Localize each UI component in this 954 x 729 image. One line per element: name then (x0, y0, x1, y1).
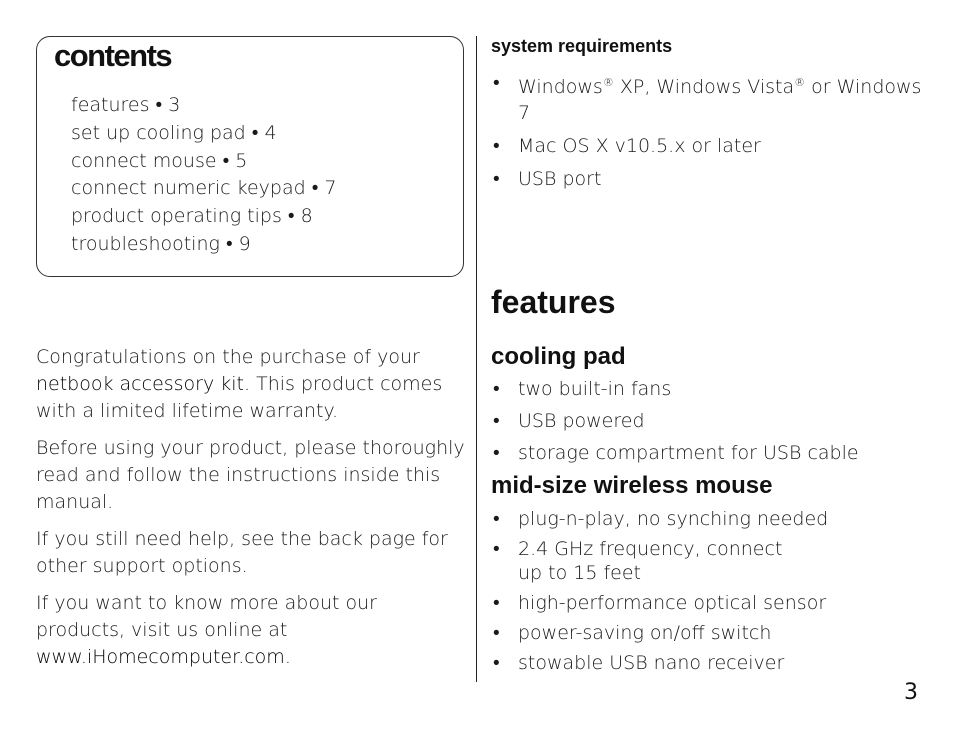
registered-mark: ® (602, 76, 614, 89)
intro-paragraph-instructions: Before using your product, please thoroughly read and follow the instructions inside this manual. (36, 437, 465, 513)
column-divider (476, 36, 477, 682)
list-item: • two built-in fans (491, 378, 931, 401)
list-item: • storage compartment for USB cable (491, 442, 931, 465)
requirement-windows-text-2: XP, Windows Vista (613, 76, 795, 98)
system-requirements-title: system requirements (491, 36, 673, 56)
intro-p4-text-end: . (284, 646, 291, 668)
page-number: 3 (904, 680, 918, 705)
intro-p4-text: If you want to know more about our products, visit us online at (36, 592, 377, 641)
list-item: • power-saving on/off switch (491, 621, 931, 645)
list-item: • USB powered (491, 410, 931, 433)
requirement-windows-text: Windows (518, 76, 603, 98)
mouse-features-list (491, 507, 931, 681)
table-of-contents (71, 92, 336, 259)
features-title: features (491, 284, 616, 320)
contents-title: contents (54, 38, 172, 73)
intro-paragraph-support: If you still need help, see the back page for other support options. (36, 528, 448, 577)
toc-item-features[interactable]: features • 3 (71, 94, 181, 116)
list-item: • stowable USB nano receiver (491, 651, 931, 675)
list-item: • high-performance optical sensor (491, 591, 931, 615)
system-requirements-list (491, 70, 931, 199)
requirement-windows (491, 70, 931, 126)
toc-item-connect-mouse[interactable]: connect mouse • 5 (71, 149, 248, 172)
intro-p1-text: Congratulations on the purchase of your (36, 346, 420, 368)
toc-item-connect-numeric-keypad[interactable]: connect numeric keypad • 7 (71, 177, 337, 200)
product-name: netbook accessory kit. (36, 373, 251, 395)
toc-item-set-up-cooling-pad[interactable]: set up cooling pad • 4 (71, 121, 277, 144)
toc-item-product-operating-tips[interactable]: product operating tips • 8 (71, 205, 313, 228)
list-item-line: 2.4 GHz frequency, connect (518, 538, 783, 560)
intro-paragraph-website (36, 590, 466, 671)
mouse-title: mid-size wireless mouse (491, 472, 773, 499)
intro-section (36, 344, 466, 681)
toc-item-troubleshooting[interactable]: troubleshooting • 9 (71, 232, 251, 255)
intro-p1-text-end: This product comes with a limited lifetime warranty. (36, 373, 443, 422)
list-item (491, 537, 931, 585)
website-link[interactable]: www.iHomecomputer.com (36, 646, 285, 668)
requirement-windows-text-3: or Windows 7 (518, 76, 922, 124)
registered-mark: ® (794, 76, 806, 89)
requirement-mac: • Mac OS X v10.5.x or later (491, 133, 931, 159)
list-item-line: up to 15 feet (518, 562, 641, 584)
cooling-pad-features-list (491, 378, 931, 474)
cooling-pad-title: cooling pad (491, 343, 626, 370)
intro-paragraph-congratulations (36, 344, 466, 425)
requirement-usb: • USB port (491, 166, 931, 192)
list-item: • plug-n-play, no synching needed (491, 507, 931, 531)
